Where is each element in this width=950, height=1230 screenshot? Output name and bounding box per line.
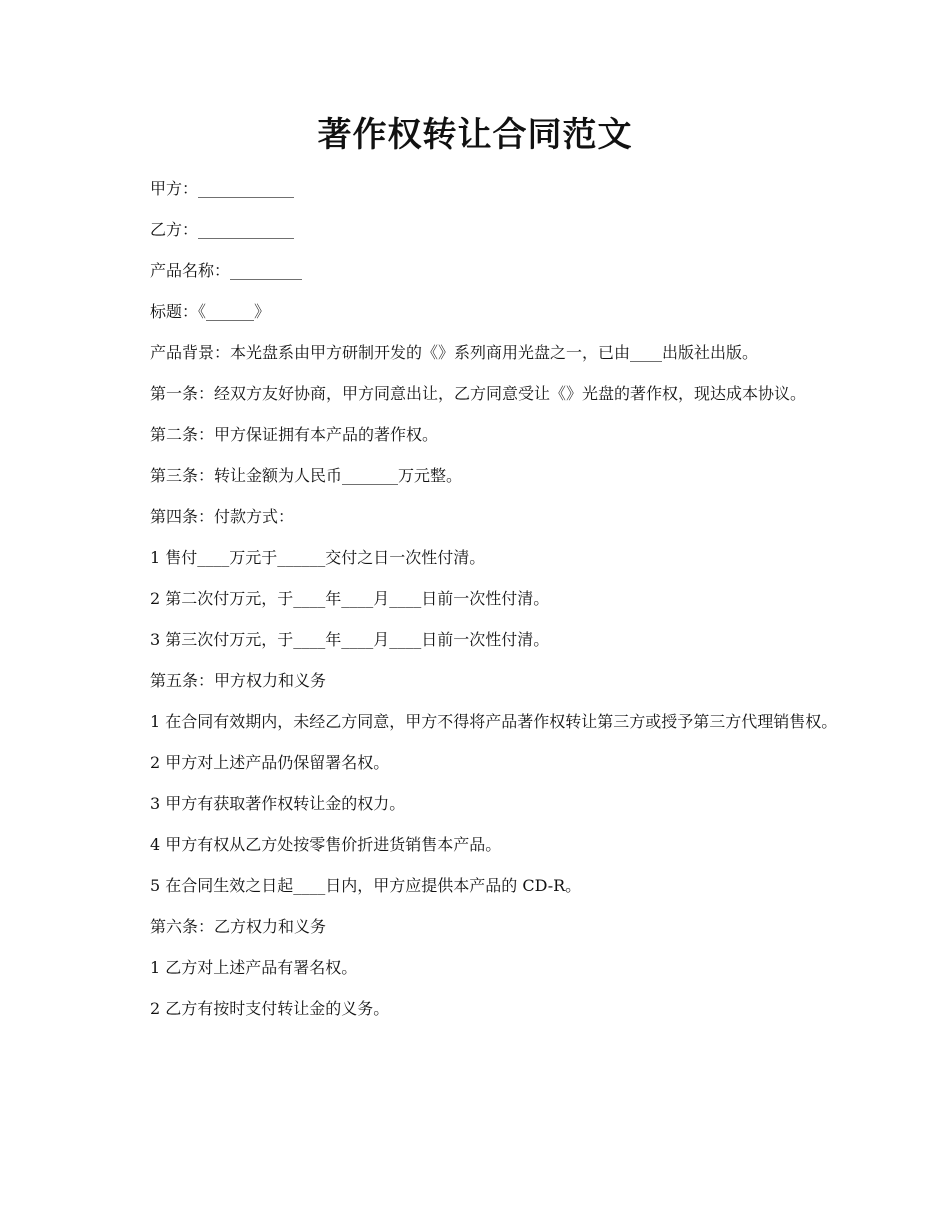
- paragraph-article-5-item-4: 4 甲方有权从乙方处按零售价折进货销售本产品。: [150, 835, 502, 854]
- paragraph-article-5-item-3: 3 甲方有获取著作权转让金的权力。: [150, 794, 406, 813]
- paragraph-article-3: 第三条：转让金额为人民币_______万元整。: [150, 466, 463, 485]
- paragraph-party-a: 甲方：____________: [150, 179, 295, 198]
- paragraph-product-name: 产品名称：_________: [150, 261, 303, 280]
- paragraph-article-6-item-1: 1 乙方对上述产品有署名权。: [150, 958, 358, 977]
- paragraph-article-5-item-2: 2 甲方对上述产品仍保留署名权。: [150, 753, 390, 772]
- paragraph-payment-2: 2 第二次付万元，于____年____月____日前一次性付清。: [150, 589, 550, 608]
- paragraph-product-background: 产品背景：本光盘系由甲方研制开发的《》系列商用光盘之一，已由____出版社出版。: [150, 343, 759, 362]
- paragraph-article-4: 第四条：付款方式：: [150, 507, 295, 526]
- paragraph-article-6: 第六条：乙方权力和义务: [150, 917, 327, 936]
- paragraph-article-5-item-1: 1 在合同有效期内，未经乙方同意，甲方不得将产品著作权转让第三方或授予第三方代理销售权。: [150, 712, 838, 731]
- paragraph-article-5-item-5: 5 在合同生效之日起____日内，甲方应提供本产品的 CD-R。: [150, 876, 582, 895]
- paragraph-article-1: 第一条：经双方友好协商，甲方同意出让，乙方同意受让《》光盘的著作权，现达成本协议。: [150, 384, 807, 403]
- paragraph-heading: 标题：《______》: [150, 302, 271, 321]
- document-title: 著作权转让合同范文: [317, 115, 633, 155]
- paragraph-payment-1: 1 售付____万元于______交付之日一次性付清。: [150, 548, 486, 567]
- paragraph-payment-3: 3 第三次付万元，于____年____月____日前一次性付清。: [150, 630, 550, 649]
- paragraph-article-6-item-2: 2 乙方有按时支付转让金的义务。: [150, 999, 390, 1018]
- paragraph-article-5: 第五条：甲方权力和义务: [150, 671, 327, 690]
- document-body: [113, 178, 848, 1039]
- paragraph-article-2: 第二条：甲方保证拥有本产品的著作权。: [150, 425, 439, 444]
- paragraph-party-b: 乙方：____________: [150, 220, 295, 239]
